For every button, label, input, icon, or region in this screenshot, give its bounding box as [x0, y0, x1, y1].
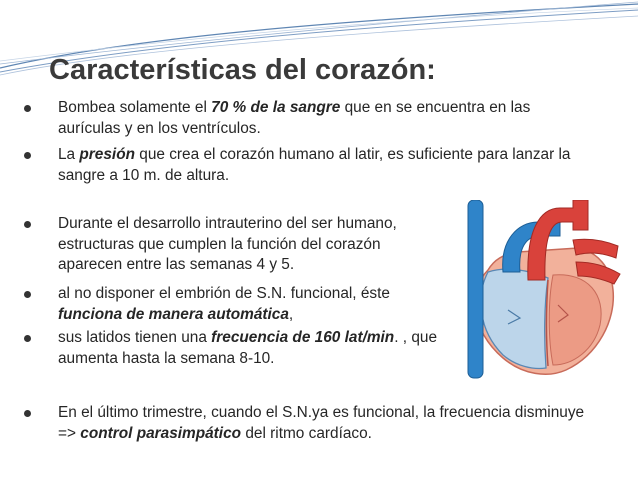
bullet-text — [58, 214, 439, 276]
emphasis-run: funciona de manera automática — [58, 305, 289, 323]
bullet-1 — [24, 98, 584, 139]
text-run: La — [58, 146, 80, 163]
text-run: sus latidos tienen una — [58, 329, 212, 346]
text-run: Durante el desarrollo intrauterino del ser humano, estructuras que cumplen la función del corazón aparecen entre las semanas 4 y 5. — [58, 215, 397, 273]
bullet-dot — [24, 291, 31, 298]
slide-title: Características del corazón: — [49, 54, 436, 86]
text-run: , — [288, 305, 294, 323]
text-run: En el último trimestre, cuando el S.N.ya es funcional, la frecuencia disminuye => — [58, 404, 585, 442]
text-run: que crea el corazón humano al latir, es suficiente para lanzar la sangre a 10 m. de altura. — [58, 146, 571, 184]
bullet-6 — [24, 403, 594, 444]
text-run: que en se encuentra en las aurículas y en los ventrículos. — [58, 99, 531, 137]
bullet-4 — [24, 284, 439, 325]
bullet-dot — [24, 410, 31, 417]
bullet-text — [58, 98, 584, 139]
heart-anatomy-illustration — [448, 200, 624, 380]
text-run: del ritmo cardíaco. — [241, 424, 372, 442]
bullet-5 — [24, 328, 439, 369]
bullet-dot — [24, 335, 31, 342]
emphasis-run: 70 % de la sangre — [211, 99, 341, 116]
bullet-text — [58, 328, 439, 369]
bullet-dot — [24, 152, 31, 159]
bullet-text — [58, 403, 594, 444]
emphasis-run: presión — [79, 146, 135, 163]
bullet-dot — [24, 105, 31, 112]
emphasis-run: control parasimpático — [80, 424, 242, 442]
text-run: . , que aumenta hasta la semana 8-10. — [58, 329, 438, 367]
bullet-dot — [24, 221, 31, 228]
text-run: Bombea solamente el — [58, 99, 212, 116]
bullet-3 — [24, 214, 439, 276]
bullet-2 — [24, 145, 584, 186]
text-run: al no disponer el embrión de S.N. funcional, éste — [58, 285, 390, 302]
emphasis-run: frecuencia de 160 lat/min — [211, 329, 395, 346]
bullet-text — [58, 145, 584, 186]
bullet-text — [58, 284, 439, 325]
